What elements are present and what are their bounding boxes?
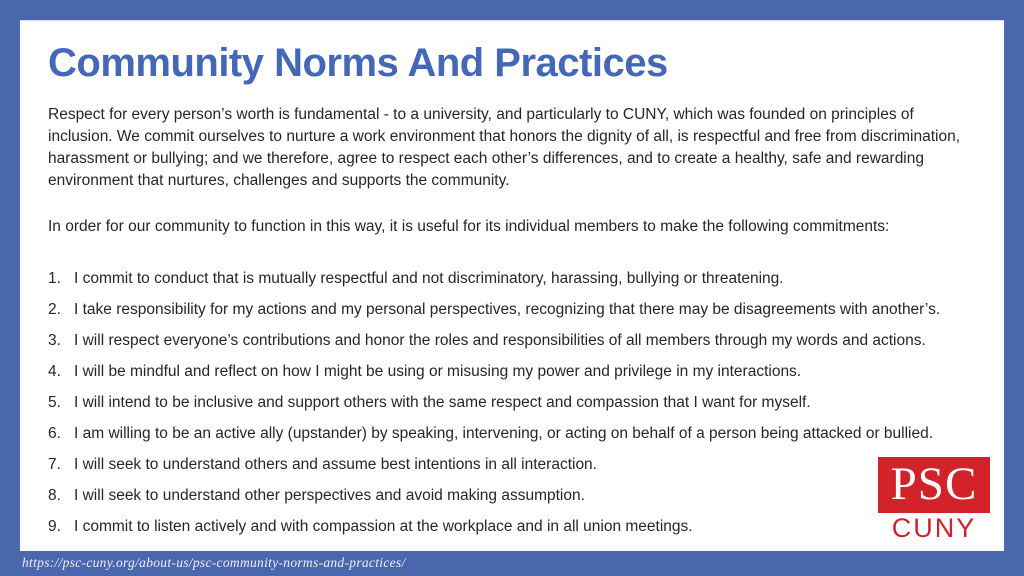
- footer-band: [0, 551, 1024, 576]
- list-item-number: 8.: [48, 487, 61, 504]
- list-item-text: I will be mindful and reflect on how I might be using or misusing my power and privilege in my interactions.: [74, 363, 802, 380]
- list-item-number: 5.: [48, 394, 61, 411]
- lead-in-paragraph: In order for our community to function in this way, it is useful for its individual members to make the following commitments:: [48, 218, 890, 235]
- list-item: [48, 330, 976, 352]
- list-item-text: I am willing to be an active ally (upstander) by speaking, intervening, or acting on behalf of a person being attacked or bullied.: [74, 425, 934, 442]
- cuny-logo-text: CUNY: [891, 513, 977, 543]
- slide-content-area: [20, 20, 1004, 551]
- list-item-text: I take responsibility for my actions and my personal perspectives, recognizing that there may be disagreements with another’s.: [74, 301, 941, 318]
- list-item: [48, 516, 976, 538]
- list-item-text: I commit to listen actively and with compassion at the workplace and in all union meetings.: [74, 518, 693, 535]
- list-item-text: I commit to conduct that is mutually respectful and not discriminatory, harassing, bullying or threatening.: [74, 270, 784, 287]
- list-item-text: I will seek to understand others and assume best intentions in all interaction.: [74, 456, 597, 473]
- list-item-number: 2.: [48, 301, 61, 318]
- list-item-number: 4.: [48, 363, 61, 380]
- list-item-number: 1.: [48, 270, 61, 287]
- footer-url: https://psc-cuny.org/about-us/psc-community-norms-and-practices/: [22, 555, 406, 570]
- list-item-text: I will respect everyone’s contributions and honor the roles and responsibilities of all members through my words and actions.: [74, 332, 926, 349]
- list-item-text: I will seek to understand other perspectives and avoid making assumption.: [74, 487, 585, 504]
- list-item: [48, 392, 976, 414]
- list-item-number: 3.: [48, 332, 61, 349]
- page-title: Community Norms And Practices: [48, 41, 668, 85]
- commitments-list: [48, 268, 976, 538]
- list-item: [48, 299, 976, 321]
- list-item-number: 7.: [48, 456, 61, 473]
- list-item: [48, 361, 976, 383]
- list-item: [48, 485, 976, 507]
- list-item-text: I will intend to be inclusive and support others with the same respect and compassion that I want for myself.: [74, 394, 811, 411]
- intro-paragraph: Respect for every person’s worth is fundamental - to a university, and particularly to CUNY, which was founded on principles of inclusion. We commit ourselves to nurture a work environment that honors the dignity of all, is respectful and free from discrimination, harassment or bullying; and we therefore, agree to respect each other’s differences, and to create a healthy, safe and rewarding environment that nurtures, challenges and supports the community.: [48, 106, 961, 189]
- list-item: [48, 268, 976, 290]
- psc-logo-box: PSC: [878, 457, 990, 513]
- list-item: [48, 454, 976, 476]
- list-item-number: 9.: [48, 518, 61, 535]
- list-item-number: 6.: [48, 425, 61, 442]
- list-item: [48, 423, 976, 445]
- psc-cuny-logo: [878, 457, 990, 544]
